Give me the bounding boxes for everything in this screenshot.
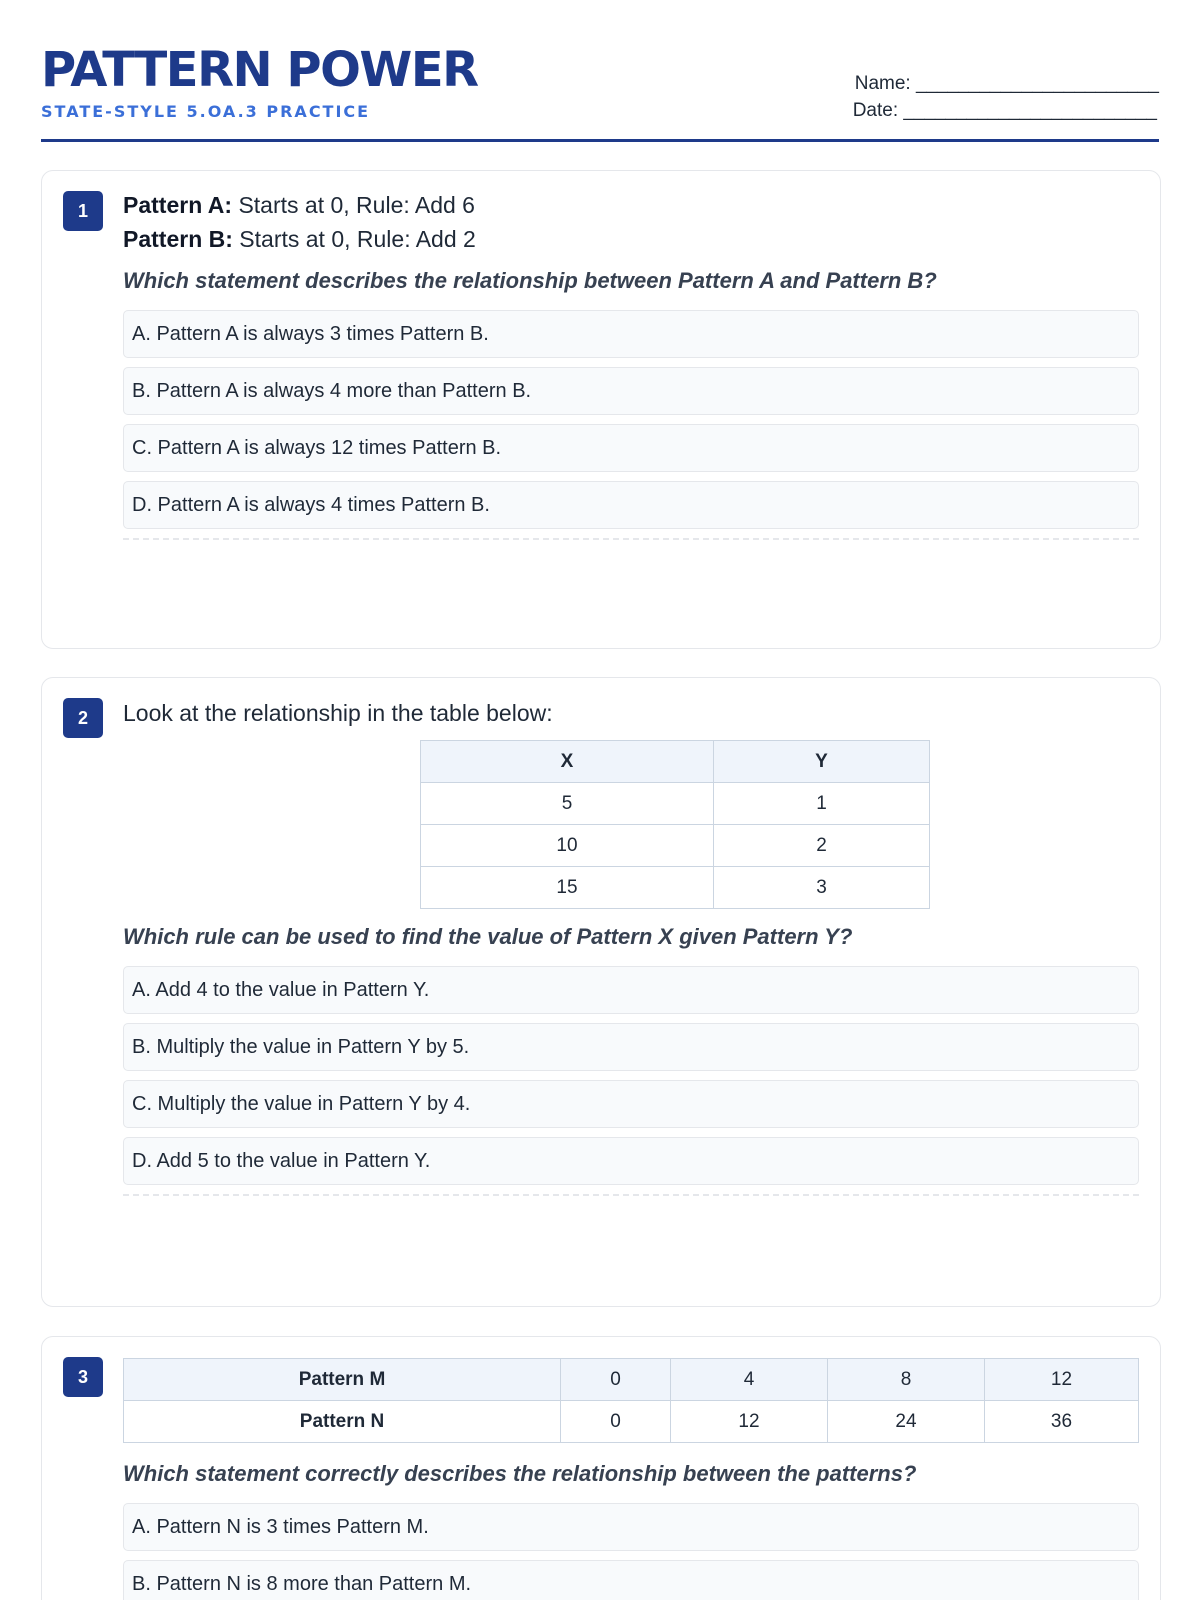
answer-choice-c[interactable]: C. Multiply the value in Pattern Y by 4. bbox=[123, 1080, 1139, 1128]
xy-table bbox=[420, 740, 930, 909]
answer-choice-d[interactable]: D. Add 5 to the value in Pattern Y. bbox=[123, 1137, 1139, 1185]
answer-choice-c[interactable]: C. Pattern A is always 12 times Pattern B. bbox=[123, 424, 1139, 472]
table-header-y: Y bbox=[714, 741, 930, 783]
question-number-badge: 1 bbox=[63, 191, 103, 231]
date-field[interactable]: Date: ________________________ bbox=[852, 100, 1157, 121]
question-prompt: Which statement describes the relationship between Pattern A and Pattern B? bbox=[123, 268, 937, 293]
question-prompt: Which rule can be used to find the value of Pattern X given Pattern Y? bbox=[123, 924, 853, 949]
table-header-x: X bbox=[421, 741, 714, 783]
table-cell: 12 bbox=[985, 1359, 1139, 1401]
question-3-content bbox=[123, 1358, 1139, 1600]
table-row bbox=[421, 867, 930, 909]
name-field[interactable]: Name: _______________________ bbox=[854, 73, 1159, 94]
table-cell: 8 bbox=[828, 1359, 985, 1401]
pattern-b-rule: Starts at 0, Rule: Add 2 bbox=[232, 226, 476, 252]
table-cell: 12 bbox=[671, 1401, 828, 1443]
question-card-3 bbox=[41, 1336, 1161, 1600]
table-cell: 24 bbox=[828, 1401, 985, 1443]
answer-choices bbox=[123, 310, 1139, 529]
answer-choice-b[interactable]: B. Multiply the value in Pattern Y by 5. bbox=[123, 1023, 1139, 1071]
table-cell: 36 bbox=[985, 1401, 1139, 1443]
question-number-badge: 3 bbox=[63, 1357, 103, 1397]
table-cell: 5 bbox=[421, 783, 714, 825]
pattern-b-description bbox=[123, 222, 1139, 256]
question-number-badge: 2 bbox=[63, 698, 103, 738]
question-lead: Look at the relationship in the table below: bbox=[123, 700, 553, 726]
table-cell: 15 bbox=[421, 867, 714, 909]
worksheet-title: PATTERN POWER bbox=[41, 42, 478, 98]
answer-choice-a[interactable]: A. Pattern A is always 3 times Pattern B. bbox=[123, 310, 1139, 358]
table-row bbox=[421, 783, 930, 825]
question-2-content bbox=[123, 696, 1139, 1196]
answer-choice-b[interactable]: B. Pattern A is always 4 more than Pattern B. bbox=[123, 367, 1139, 415]
answer-choice-b[interactable]: B. Pattern N is 8 more than Pattern M. bbox=[123, 1560, 1139, 1600]
question-1-content bbox=[123, 188, 1139, 540]
question-prompt: Which statement correctly describes the relationship between the patterns? bbox=[123, 1461, 917, 1486]
answer-choice-a[interactable]: A. Pattern N is 3 times Pattern M. bbox=[123, 1503, 1139, 1551]
pattern-a-description bbox=[123, 188, 1139, 222]
answer-choice-a[interactable]: A. Add 4 to the value in Pattern Y. bbox=[123, 966, 1139, 1014]
worksheet-subtitle: STATE-STYLE 5.OA.3 PRACTICE bbox=[41, 102, 371, 121]
table-cell: 4 bbox=[671, 1359, 828, 1401]
table-row-label: Pattern N bbox=[124, 1401, 561, 1443]
question-card-2 bbox=[41, 677, 1161, 1307]
table-header-row bbox=[421, 741, 930, 783]
table-cell: 0 bbox=[561, 1359, 671, 1401]
pattern-a-rule: Starts at 0, Rule: Add 6 bbox=[232, 192, 475, 218]
table-cell: 3 bbox=[714, 867, 930, 909]
table-cell: 0 bbox=[561, 1401, 671, 1443]
table-row bbox=[124, 1359, 1139, 1401]
pattern-b-label: Pattern B: bbox=[123, 226, 233, 252]
table-row-label: Pattern M bbox=[124, 1359, 561, 1401]
table-row bbox=[124, 1401, 1139, 1443]
table-row bbox=[421, 825, 930, 867]
worksheet-header bbox=[41, 0, 1159, 142]
question-card-1 bbox=[41, 170, 1161, 649]
answer-choice-d[interactable]: D. Pattern A is always 4 times Pattern B. bbox=[123, 481, 1139, 529]
table-cell: 1 bbox=[714, 783, 930, 825]
answer-choices bbox=[123, 1503, 1139, 1600]
work-space-divider bbox=[123, 1194, 1139, 1196]
table-cell: 2 bbox=[714, 825, 930, 867]
table-cell: 10 bbox=[421, 825, 714, 867]
mn-table bbox=[123, 1358, 1139, 1443]
pattern-a-label: Pattern A: bbox=[123, 192, 233, 218]
answer-choices bbox=[123, 966, 1139, 1185]
xy-table-wrapper bbox=[123, 740, 1139, 910]
work-space-divider bbox=[123, 538, 1139, 540]
